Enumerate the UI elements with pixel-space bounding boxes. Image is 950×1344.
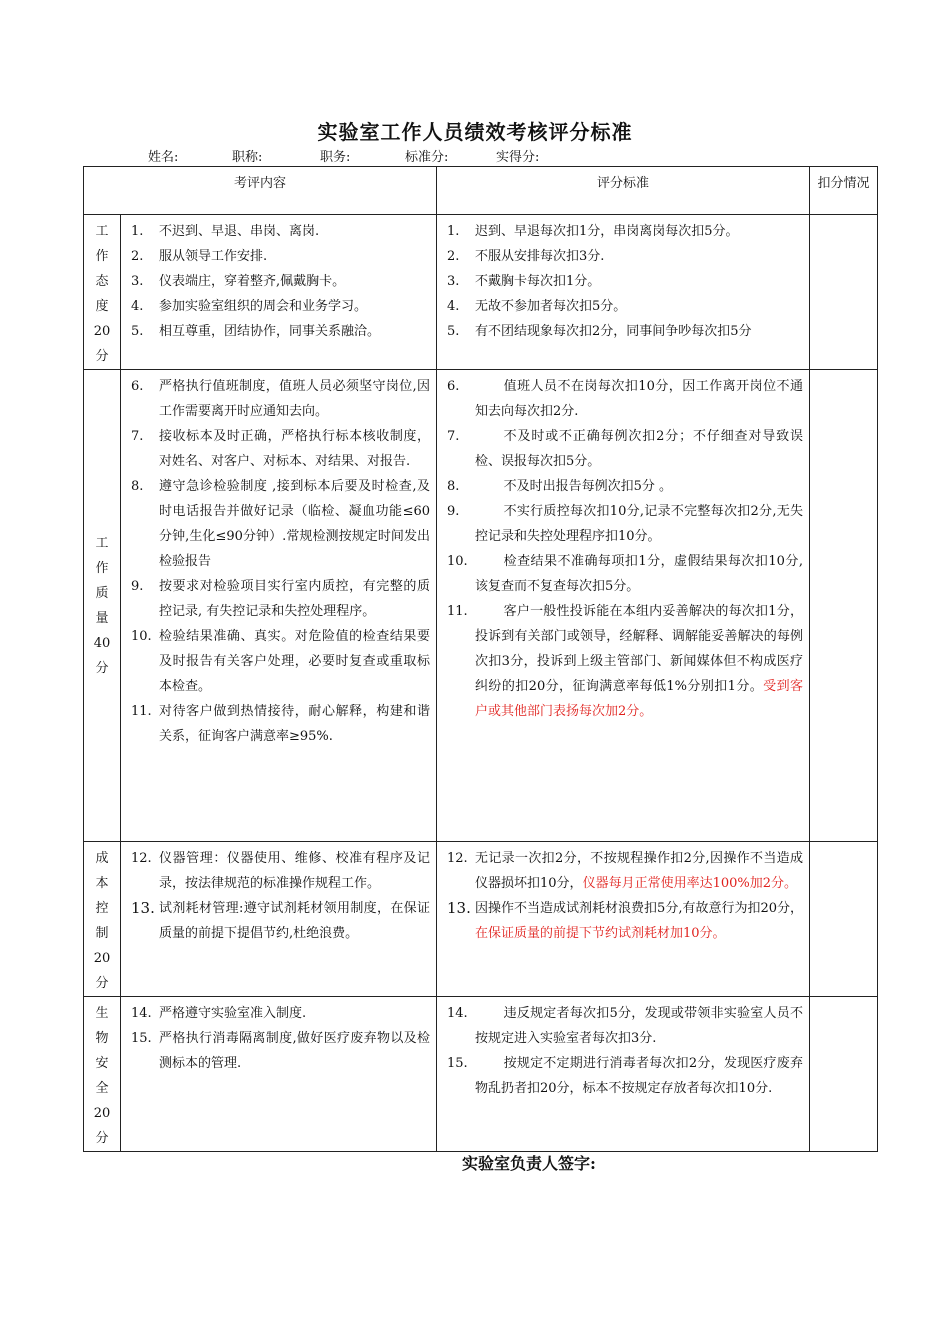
item-number: 10. xyxy=(131,629,152,644)
list-item xyxy=(131,294,430,319)
category-char: 工 xyxy=(95,535,109,551)
item-number: 15. xyxy=(131,1031,152,1046)
item-number: 9. xyxy=(131,579,144,594)
item-text xyxy=(475,474,803,499)
item-text xyxy=(475,896,803,946)
name-label: 姓名: xyxy=(148,150,179,165)
list-item xyxy=(131,896,430,946)
section-category xyxy=(84,370,121,842)
item-text-main: 不及时或不正确每例次扣2分；不仔细查对导致误检、误报每次扣5分。 xyxy=(475,429,804,469)
item-number: 12. xyxy=(131,851,152,866)
section-category xyxy=(84,842,121,997)
item-text xyxy=(475,294,803,319)
item-text xyxy=(475,599,803,724)
section-row xyxy=(84,215,878,370)
item-number: 7. xyxy=(447,429,460,444)
item-number: 15. xyxy=(447,1056,468,1071)
list-item xyxy=(131,574,430,624)
item-text xyxy=(159,624,430,699)
item-text-main: 值班人员不在岗每次扣10分，因工作离开岗位不通知去向每次扣2分. xyxy=(475,379,804,419)
item-number: 2. xyxy=(447,249,460,264)
category-char: 全 xyxy=(95,1081,109,1096)
item-text-main: 不迟到、早退、串岗、离岗. xyxy=(159,224,320,239)
section-deduction-cell[interactable] xyxy=(810,370,878,842)
section-content xyxy=(121,997,437,1152)
section-deduction-cell[interactable] xyxy=(810,842,878,997)
category-char: 20 xyxy=(93,324,111,339)
category-char: 本 xyxy=(95,876,109,891)
item-text xyxy=(475,499,803,549)
category-char: 分 xyxy=(95,1131,109,1146)
item-text-main: 因操作不当造成试剂耗材浪费扣5分,有故意行为扣20分， xyxy=(475,901,804,916)
item-number: 5. xyxy=(131,324,144,339)
item-number: 1. xyxy=(447,224,460,239)
item-number: 1. xyxy=(131,224,144,239)
list-item xyxy=(447,374,803,424)
item-text-main: 遵守急诊检验制度 ,接到标本后要及时检查,及时电话报告并做好记录（临检、凝血功能≤60分钟,生化≤90分钟）.常规检测按规定时间发出检验报告 xyxy=(159,479,431,569)
list-item xyxy=(447,244,803,269)
actual-score-label: 实得分: xyxy=(496,150,540,165)
section-content xyxy=(121,215,437,370)
category-char: 安 xyxy=(95,1056,109,1071)
list-item xyxy=(131,699,430,749)
item-number: 6. xyxy=(447,379,460,394)
item-text xyxy=(475,424,803,474)
category-char: 成 xyxy=(95,851,109,866)
item-text-main: 按规定不定期进行消毒者每次扣2分，发现医疗废弃物乱扔者扣20分，标本不按规定存放者每次扣10分. xyxy=(475,1056,804,1096)
item-text-main: 相互尊重，团结协作，同事关系融洽。 xyxy=(159,324,381,339)
category-char: 工 xyxy=(95,224,109,239)
section-row xyxy=(84,842,878,997)
item-text-main: 参加实验室组织的周会和业务学习。 xyxy=(159,299,368,314)
list-item xyxy=(447,319,803,344)
table-header-row xyxy=(84,167,878,215)
item-number: 2. xyxy=(131,249,144,264)
section-standard xyxy=(437,370,810,842)
category-char: 分 xyxy=(95,349,109,364)
item-number: 13. xyxy=(447,899,471,917)
item-text xyxy=(159,1001,430,1026)
category-char: 度 xyxy=(95,299,109,314)
item-text-main: 对待客户做到热情接待，耐心解释，构建和谐关系，征询客户满意率≥95%. xyxy=(159,704,431,744)
section-row xyxy=(84,997,878,1152)
list-item xyxy=(447,1051,803,1101)
category-char: 20 xyxy=(93,1106,111,1121)
item-text-main: 试剂耗材管理:遵守试剂耗材领用制度，在保证质量的前提下提倡节约,杜绝浪费。 xyxy=(159,901,431,941)
item-text xyxy=(475,319,803,344)
item-number: 5. xyxy=(447,324,460,339)
item-text-main: 客户一般性投诉能在本组内妥善解决的每次扣1分，投诉到有关部门或领导，经解释、调解能妥善解决的每例次扣3分，投诉到上级主管部门、新闻媒体但不构成医疗纠纷的扣20分，征询满意率每低1%分别扣1分。 xyxy=(475,604,804,694)
list-item xyxy=(447,549,803,599)
item-number: 11. xyxy=(447,604,468,619)
category-char: 质 xyxy=(95,585,109,601)
item-text xyxy=(475,846,803,896)
item-text-main: 严格执行值班制度，值班人员必须坚守岗位,因工作需要离开时应通知去向。 xyxy=(159,379,431,419)
item-text-main: 检验结果准确、真实。对危险值的检查结果要及时报告有关客户处理，必要时复查或重取标本检查。 xyxy=(159,629,431,694)
item-text-main: 服从领导工作安排. xyxy=(159,249,268,264)
item-number: 3. xyxy=(447,274,460,289)
section-deduction-cell[interactable] xyxy=(810,215,878,370)
list-item xyxy=(131,244,430,269)
item-text-main: 接收标本及时正确，严格执行标本核收制度，对姓名、对客户、对标本、对结果、对报告. xyxy=(159,429,431,469)
item-text xyxy=(159,896,430,946)
list-item xyxy=(447,474,803,499)
list-item xyxy=(447,846,803,896)
item-number: 9. xyxy=(447,504,460,519)
bonus-text: 受到客户或其他部门表扬每次加2分。 xyxy=(475,679,804,719)
item-number: 3. xyxy=(131,274,144,289)
item-text xyxy=(159,474,430,574)
item-text xyxy=(159,269,430,294)
item-number: 13. xyxy=(131,899,155,917)
section-row xyxy=(84,370,878,842)
item-text xyxy=(159,294,430,319)
category-char: 分 xyxy=(95,660,109,676)
item-text xyxy=(159,846,430,896)
item-text xyxy=(159,219,430,244)
standard-score-label: 标准分: xyxy=(405,150,449,165)
item-text xyxy=(159,424,430,474)
item-text-main: 无故不参加者每次扣5分。 xyxy=(475,299,627,314)
position-label: 职务: xyxy=(320,150,351,165)
list-item xyxy=(447,424,803,474)
item-number: 10. xyxy=(447,554,468,569)
item-number: 6. xyxy=(131,379,144,394)
section-category xyxy=(84,215,121,370)
item-number: 12. xyxy=(447,851,468,866)
section-standard xyxy=(437,997,810,1152)
item-text-main: 不实行质控每次扣10分,记录不完整每次扣2分,无失控记录和失控处理程序扣10分。 xyxy=(475,504,804,544)
item-text-main: 无记录一次扣2分，不按规程操作扣2分,因操作不当造成仪器损坏扣10分， xyxy=(475,851,804,891)
list-item xyxy=(447,219,803,244)
category-char: 作 xyxy=(95,560,109,576)
list-item xyxy=(447,896,803,946)
section-content xyxy=(121,842,437,997)
category-char: 分 xyxy=(95,976,109,991)
item-text xyxy=(475,269,803,294)
item-text xyxy=(475,1051,803,1101)
category-char: 物 xyxy=(95,1031,109,1046)
item-text-main: 仪表端庄，穿着整齐,佩戴胸卡。 xyxy=(159,274,346,289)
category-char: 控 xyxy=(95,901,109,916)
category-char: 40 xyxy=(93,635,111,651)
list-item xyxy=(131,319,430,344)
section-deduction-cell[interactable] xyxy=(810,997,878,1152)
section-standard xyxy=(437,215,810,370)
item-number: 4. xyxy=(131,299,144,314)
signature-label: 实验室负责人签字: xyxy=(462,1154,596,1173)
item-text-main: 严格遵守实验室准入制度. xyxy=(159,1006,307,1021)
item-text xyxy=(159,374,430,424)
bonus-text: 在保证质量的前提下节约试剂耗材加10分。 xyxy=(475,926,726,941)
list-item xyxy=(447,599,803,724)
list-item xyxy=(447,294,803,319)
header-deduction: 扣分情况 xyxy=(810,167,878,215)
section-content xyxy=(121,370,437,842)
list-item xyxy=(447,499,803,549)
list-item xyxy=(131,424,430,474)
header-standard: 评分标准 xyxy=(437,167,810,215)
item-text xyxy=(159,244,430,269)
list-item xyxy=(131,846,430,896)
list-item xyxy=(131,219,430,244)
item-text-main: 不服从安排每次扣3分. xyxy=(475,249,605,264)
item-text xyxy=(159,1026,430,1076)
item-number: 8. xyxy=(447,479,460,494)
item-text-main: 不及时出报告每例次扣5分 。 xyxy=(503,479,673,494)
list-item xyxy=(131,474,430,574)
item-number: 8. xyxy=(131,479,144,494)
header-content: 考评内容 xyxy=(84,167,437,215)
item-text-main: 迟到、早退每次扣1分，串岗离岗每次扣5分。 xyxy=(475,224,739,239)
list-item xyxy=(447,269,803,294)
category-char: 态 xyxy=(95,274,109,289)
item-text xyxy=(159,319,430,344)
item-text xyxy=(159,699,430,749)
item-text-main: 违反规定者每次扣5分，发现或带领非实验室人员不按规定进入实验室者每次扣3分. xyxy=(475,1006,804,1046)
item-text xyxy=(475,244,803,269)
section-category xyxy=(84,997,121,1152)
item-text-main: 检查结果不准确每项扣1分，虚假结果每次扣10分,该复查而不复查每次扣5分。 xyxy=(475,554,804,594)
item-text-main: 不戴胸卡每次扣1分。 xyxy=(475,274,601,289)
item-text xyxy=(475,549,803,599)
list-item xyxy=(131,1001,430,1026)
evaluation-table xyxy=(83,166,878,1152)
item-number: 14. xyxy=(131,1006,152,1021)
item-number: 7. xyxy=(131,429,144,444)
item-text-main: 有不团结现象每次扣2分，同事间争吵每次扣5分 xyxy=(475,324,752,339)
list-item xyxy=(447,1001,803,1051)
item-text-main: 仪器管理：仪器使用、维修、校准有程序及记录，按法律规范的标准操作规程工作。 xyxy=(159,851,431,891)
title-rank-label: 职称: xyxy=(232,150,263,165)
list-item xyxy=(131,269,430,294)
section-standard xyxy=(437,842,810,997)
item-text xyxy=(475,219,803,244)
item-text xyxy=(475,374,803,424)
item-text xyxy=(475,1001,803,1051)
category-char: 制 xyxy=(95,926,109,941)
page-title: 实验室工作人员绩效考核评分标准 xyxy=(317,120,633,144)
list-item xyxy=(131,1026,430,1076)
category-char: 生 xyxy=(95,1006,109,1021)
category-char: 20 xyxy=(93,951,111,966)
list-item xyxy=(131,374,430,424)
item-number: 14. xyxy=(447,1006,468,1021)
item-text-main: 按要求对检验项目实行室内质控，有完整的质控记录, 有失控记录和失控处理程序。 xyxy=(159,579,431,619)
bonus-text: 仪器每月正常使用率达100%加2分。 xyxy=(582,876,797,891)
category-char: 作 xyxy=(95,249,109,264)
info-line xyxy=(0,146,950,166)
item-number: 4. xyxy=(447,299,460,314)
category-char: 量 xyxy=(95,610,109,626)
item-text-main: 严格执行消毒隔离制度,做好医疗废弃物以及检测标本的管理. xyxy=(159,1031,431,1071)
item-text xyxy=(159,574,430,624)
list-item xyxy=(131,624,430,699)
item-number: 11. xyxy=(131,704,152,719)
